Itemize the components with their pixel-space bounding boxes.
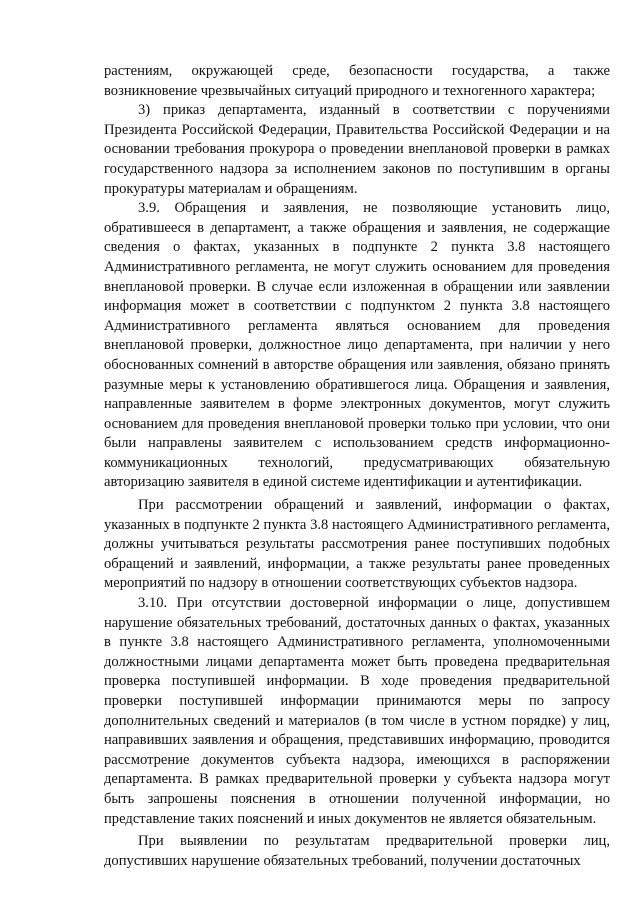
paragraph-continuation: растениям, окружающей среде, безопасности государства, а также возникновение чрезвычайных ситуаций природного и техногенного характера; <box>104 63 610 99</box>
paragraph-detection: При выявлении по результатам предварительной проверки лиц, допустивших нарушение обязательных требований, получении достаточных <box>104 833 610 869</box>
paragraph-item-3: 3) приказ департамента, изданный в соответствии с поручениями Президента Российской Федерации, Правительства Российской Федерации и на основании требования прокурора о проведении внеплановой проверки в рамках государственного надзора за исполнением законов по поступившим в органы прокуратуры материалам и обращениям. <box>104 102 610 197</box>
document-page <box>104 62 610 871</box>
paragraph-consideration: При рассмотрении обращений и заявлений, информации о фактах, указанных в подпункте 2 пункта 3.8 настоящего Административного регламента, должны учитываться результаты рассмотрения ранее поступивших подобных обращений и заявлений, информации, а также результаты ранее проведенных мероприятий по надзору в отношении соответствующих субъектов надзора. <box>104 497 610 592</box>
paragraph-3-10: 3.10. При отсутствии достоверной информации о лице, допустившем нарушение обязательных требований, достаточных данных о фактах, указанных в пункте 3.8 настоящего Административного регламента, уполномоченными должностными лицами департамента может быть проведена предварительная проверка поступившей информации. В ходе проведения предварительной проверки поступившей информации принимаются меры по запросу дополнительных сведений и материалов (в том числе в устном порядке) у лиц, направивших заявления и обращения, представивших информацию, проводится рассмотрение документов субъекта надзора, имеющихся в распоряжении департамента. В рамках предварительной проверки у субъекта надзора могут быть запрошены пояснения в отношении полученной информации, но представление таких пояснений и иных документов не является обязательным. <box>104 595 610 827</box>
paragraph-3-9: 3.9. Обращения и заявления, не позволяющие установить лицо, обратившееся в департамент, а также обращения и заявления, не содержащие сведения о фактах, указанных в подпункте 2 пункта 3.8 настоящего Административного регламента, не могут служить основанием для проведения внеплановой проверки. В случае если изложенная в обращении или заявлении информация может в соответствии с подпунктом 2 пункта 3.8 настоящего Административного регламента являться основанием для проведения внеплановой проверки, должностное лицо департамента, при наличии у него обоснованных сомнений в авторстве обращения или заявления, обязано принять разумные меры к установлению обратившегося лица. Обращения и заявления, направленные заявителем в форме электронных документов, могут служить основанием для проведения внеплановой проверки только при условии, что они были направлены заявителем с использованием средств информационно-коммуникационных технологий, предусматривающих обязательную авторизацию заявителя в единой системе идентификации и аутентификации. <box>104 200 610 491</box>
